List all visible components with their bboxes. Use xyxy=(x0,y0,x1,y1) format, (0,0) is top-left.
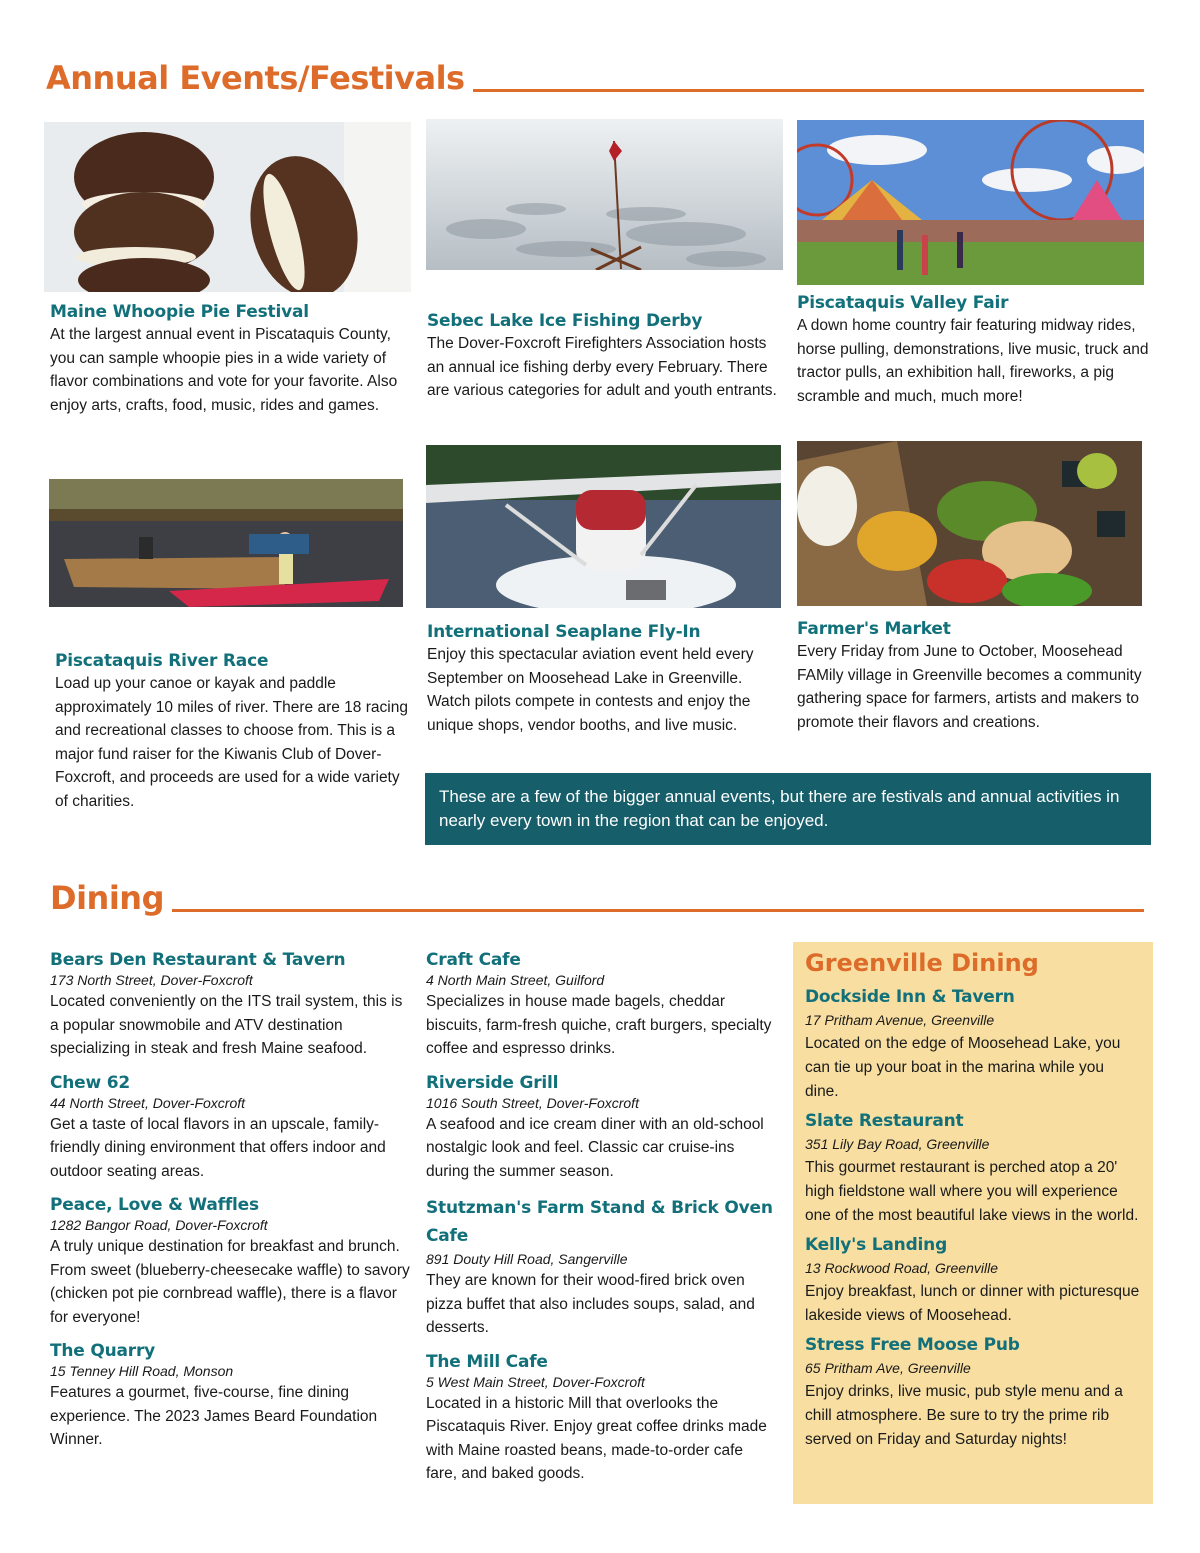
restaurant-listing xyxy=(50,949,410,1061)
restaurant-description: A truly unique destination for breakfast and brunch. From sweet (blueberry-cheesecake waffle) to savory (chicken pot pie cornbread waffle), there is a flavor for everyone! xyxy=(50,1238,410,1326)
event-title: Sebec Lake Ice Fishing Derby xyxy=(427,311,703,331)
whoopie-pies-photo xyxy=(44,122,411,292)
event-card xyxy=(797,292,1157,408)
restaurant-listing xyxy=(426,949,776,1061)
event-description: At the largest annual event in Piscataquis County, you can sample whoopie pies in a wide variety of flavor combinations and vote for your favorite. Also enjoy arts, crafts, food, music, rides and games. xyxy=(50,326,398,414)
restaurant-listing xyxy=(426,1194,776,1340)
events-section-title: Annual Events/Festivals xyxy=(46,59,465,97)
restaurant-description: Located in a historic Mill that overlooks the Piscataquis River. Enjoy great coffee drinks made with Maine roasted beans, made-to-order cafe fare, and baked goods. xyxy=(426,1394,767,1482)
restaurant-description: Enjoy breakfast, lunch or dinner with picturesque lakeside views of Moosehead. xyxy=(805,1283,1140,1324)
restaurant-address: 5 West Main Street, Dover-Foxcroft xyxy=(426,1373,645,1390)
event-description: A down home country fair featuring midway rides, horse pulling, demonstrations, live music, truck and tractor pulls, an exhibition hall, fireworks, a pig scramble and much, much more! xyxy=(797,317,1149,405)
event-card xyxy=(50,301,410,417)
restaurant-name: Kelly's Landing xyxy=(805,1235,948,1255)
event-title: Maine Whoopie Pie Festival xyxy=(50,302,309,322)
restaurant-address: 17 Pritham Avenue, Greenville xyxy=(805,1012,995,1028)
dining-column-1 xyxy=(50,949,410,1463)
restaurant-name: Chew 62 xyxy=(50,1072,130,1093)
fair-photo xyxy=(797,120,1144,285)
restaurant-listing xyxy=(50,1340,410,1452)
dining-section-header xyxy=(50,879,1144,917)
event-title: Farmer's Market xyxy=(797,619,951,639)
restaurant-description: Features a gourmet, five-course, fine dining experience. The 2023 James Beard Foundation Winner. xyxy=(50,1384,378,1448)
restaurant-address: 15 Tenney Hill Road, Monson xyxy=(50,1363,234,1379)
event-title: International Seaplane Fly-In xyxy=(427,622,701,642)
dining-column-2 xyxy=(426,949,776,1497)
canoe-race-photo xyxy=(49,479,403,607)
event-card xyxy=(797,618,1157,734)
restaurant-name: Stutzman's Farm Stand & Brick Oven Cafe xyxy=(426,1198,773,1246)
event-card xyxy=(427,310,777,403)
restaurant-description: A seafood and ice cream diner with an old-school nostalgic look and feel. Classic car cruise-ins during the summer season. xyxy=(426,1115,764,1180)
ice-fishing-photo xyxy=(426,119,783,270)
restaurant-address: 173 North Street, Dover-Foxcroft xyxy=(50,972,253,988)
restaurant-address: 13 Rockwood Road, Greenville xyxy=(805,1260,998,1276)
restaurant-listing xyxy=(805,986,1141,1104)
farmers-market-photo xyxy=(797,441,1142,606)
restaurant-listing xyxy=(805,1234,1141,1328)
restaurant-name: Slate Restaurant xyxy=(805,1111,964,1131)
restaurant-description: Located conveniently on the ITS trail system, this is a popular snowmobile and ATV destination specializing in steak and fresh Maine seafood. xyxy=(50,993,403,1057)
restaurant-description: This gourmet restaurant is perched atop a 20' high fieldstone wall where you will experience one of the most beautiful lake views in the world. xyxy=(805,1159,1139,1224)
events-callout-box: These are a few of the bigger annual events, but there are festivals and annual activities in nearly every town in the region that can be enjoyed. xyxy=(425,773,1151,845)
restaurant-address: 1016 South Street, Dover-Foxcroft xyxy=(426,1094,639,1111)
seaplane-photo xyxy=(426,445,781,608)
events-section-header xyxy=(46,59,1144,97)
greenville-dining-title: Greenville Dining xyxy=(805,949,1039,977)
restaurant-address: 1282 Bangor Road, Dover-Foxcroft xyxy=(50,1217,268,1233)
restaurant-name: Dockside Inn & Tavern xyxy=(805,987,1015,1007)
event-description: Enjoy this spectacular aviation event held every September on Moosehead Lake in Greenville. Watch pilots compete in contests and enjoy the unique shops, vendor booths, and live music. xyxy=(427,646,754,734)
restaurant-description: Enjoy drinks, live music, pub style menu and a chill atmosphere. Be sure to try the prime rib served on Friday and Saturday nights! xyxy=(805,1383,1123,1448)
restaurant-listing xyxy=(805,1110,1141,1228)
restaurant-description: They are known for their wood-fired brick oven pizza buffet that also includes soups, salad, and desserts. xyxy=(426,1272,755,1336)
event-card xyxy=(55,650,415,813)
restaurant-name: Bears Den Restaurant & Tavern xyxy=(50,950,346,970)
restaurant-name: Stress Free Moose Pub xyxy=(805,1335,1020,1355)
restaurant-name: Peace, Love & Waffles xyxy=(50,1195,259,1215)
restaurant-listing xyxy=(805,1334,1141,1452)
greenville-dining-box xyxy=(793,942,1153,1504)
restaurant-listing xyxy=(426,1072,776,1184)
event-card xyxy=(427,621,777,737)
restaurant-description: Specializes in house made bagels, cheddar biscuits, farm-fresh quiche, craft burgers, specialty coffee and espresso drinks. xyxy=(426,993,772,1057)
restaurant-address: 65 Pritham Ave, Greenville xyxy=(805,1360,971,1376)
event-description: The Dover-Foxcroft Firefighters Association hosts an annual ice fishing derby every February. There are various categories for adult and youth entrants. xyxy=(427,335,777,399)
restaurant-address: 44 North Street, Dover-Foxcroft xyxy=(50,1094,246,1111)
restaurant-name: Riverside Grill xyxy=(426,1072,559,1093)
restaurant-address: 4 North Main Street, Guilford xyxy=(426,972,605,988)
section-divider xyxy=(473,89,1144,92)
event-description: Every Friday from June to October, Moosehead FAMily village in Greenville becomes a community gathering space for farmers, artists and makers to promote their flavors and creations. xyxy=(797,643,1142,731)
restaurant-listing xyxy=(426,1351,776,1486)
event-title: Piscataquis River Race xyxy=(55,651,269,671)
restaurant-description: Located on the edge of Moosehead Lake, you can tie up your boat in the marina while you dine. xyxy=(805,1035,1121,1100)
restaurant-address: 891 Douty Hill Road, Sangerville xyxy=(426,1251,628,1267)
event-description: Load up your canoe or kayak and paddle approximately 10 miles of river. There are 18 racing and recreational classes to choose from. This is a major fund raiser for the Kiwanis Club of Dover-Foxcroft, and proceeds are used for a wide variety of charities. xyxy=(55,675,408,810)
restaurant-description: Get a taste of local flavors in an upscale, family-friendly dining environment that offers indoor and outdoor seating areas. xyxy=(50,1115,386,1180)
dining-section-title: Dining xyxy=(50,879,164,917)
restaurant-name: Craft Cafe xyxy=(426,950,521,970)
restaurant-name: The Mill Cafe xyxy=(426,1351,548,1372)
section-divider xyxy=(172,909,1144,912)
restaurant-listing xyxy=(50,1194,410,1329)
restaurant-address: 351 Lily Bay Road, Greenville xyxy=(805,1136,990,1152)
restaurant-listing xyxy=(50,1072,410,1184)
event-title: Piscataquis Valley Fair xyxy=(797,293,1009,313)
restaurant-name: The Quarry xyxy=(50,1341,156,1361)
